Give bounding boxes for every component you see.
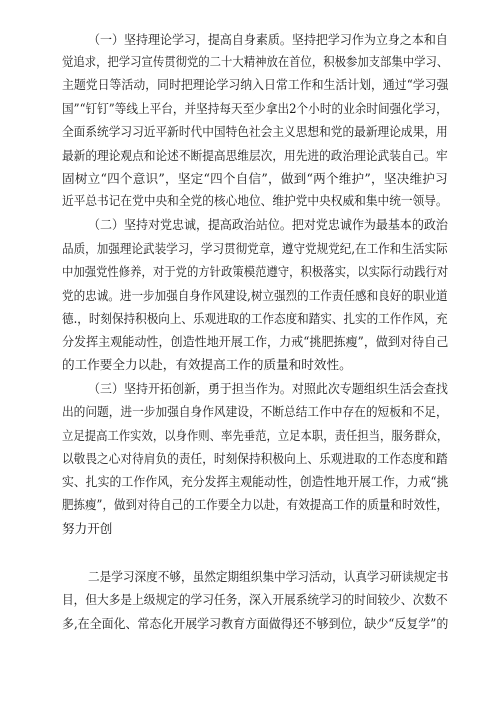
paragraph-1-line-2: 觉追求，把学习宣传贯彻党的二十大精神放在首位，积极参加支部集中学习、 — [62, 54, 449, 69]
paragraph-1-line-7: 固树立“四个意识”，坚定“四个自信”，做到“两个维护”，坚决维护习 — [62, 171, 448, 186]
paragraph-3-line-5: 实、扎实的工作作风，充分发挥主观能动性，创造性地开展工作，力戒“挑 — [62, 474, 449, 489]
paragraph-4-line-1: 二是学习深度不够，虽然定期组织集中学习活动，认真学习研读规定书 — [88, 569, 449, 584]
paragraph-2-line-6: 分发挥主观能动性，创造性地开展工作，力戒“挑肥拣瘦”，做到对待自己 — [62, 334, 449, 349]
paragraph-2-line-2: 品质，加强理论武装学习，学习贯彻党章，遵守党规党纪,在工作和生活实际 — [62, 241, 448, 256]
paragraph-1-line-4: 国”“钉钉”等线上平台，并坚持每天至少拿出2个小时的业余时间强化学习， — [62, 101, 448, 116]
paragraph-2-line-3: 中加强党性修养，对于党的方针政策模范遵守，积极落实，以实际行动践行对 — [62, 264, 449, 279]
paragraph-1-line-5: 全面系统学习习近平新时代中国特色社会主义思想和党的最新理论成果，用 — [62, 124, 448, 139]
paragraph-1-line-1: （一）坚持理论学习，提高自身素质。坚持把学习作为立身之本和自 — [88, 32, 448, 47]
paragraph-2-line-1: （二）坚持对党忠诚，提高政治站位。把对党忠诚作为最基本的政治 — [88, 217, 448, 232]
paragraph-2-line-7: 的工作要全力以赴，有效提高工作的质量和时效性。 — [62, 357, 352, 372]
paragraph-2-line-5: 德.，时刻保持积极向上、乐观进取的工作态度和踏实、扎实的工作作风，充 — [62, 311, 448, 326]
paragraph-3-line-7: 努力开创 — [62, 521, 113, 536]
paragraph-4-line-3: 多,在全面化、常态化开展学习教育方面做得还不够到位，缺少“反复学”的 — [62, 616, 449, 631]
paragraph-3-line-2: 出的问题，进一步加强自身作风建设，不断总结工作中存在的短板和不足， — [62, 404, 448, 419]
paragraph-3-line-6: 肥拣瘦”，做到对待自己的工作要全力以赴，有效提高工作的质量和时效性， — [62, 497, 449, 512]
paragraph-3-line-4: 以敬畏之心对待肩负的责任，时刻保持积极向上、乐观进取的工作态度和踏 — [62, 451, 448, 466]
paragraph-4-line-2: 目，但大多是上级规定的学习任务，深入开展系统学习的时间较少、次数不 — [62, 592, 448, 607]
paragraph-3-line-1: （三）坚持开拓创新，勇于担当作为。对照此次专题组织生活会查找 — [88, 381, 448, 396]
paragraph-1-line-6: 最新的理论观点和论述不断提高思维层次，用先进的政治理论武装自己。牢 — [62, 148, 448, 163]
paragraph-1-line-3: 主题党日等活动，同时把理论学习纳入日常工作和生活计划，通过“学习强 — [62, 77, 449, 92]
paragraph-1-line-8: 近平总书记在党中央和全党的核心地位、维护党中央权威和集中统一领导。 — [62, 193, 448, 208]
paragraph-3-line-3: 立足提高工作实效，以身作则、率先垂范，立足本职，责任担当，服务群众， — [62, 428, 449, 443]
paragraph-2-line-4: 党的忠诚。进一步加强自身作风建设,树立强烈的工作责任感和良好的职业道 — [62, 288, 448, 303]
